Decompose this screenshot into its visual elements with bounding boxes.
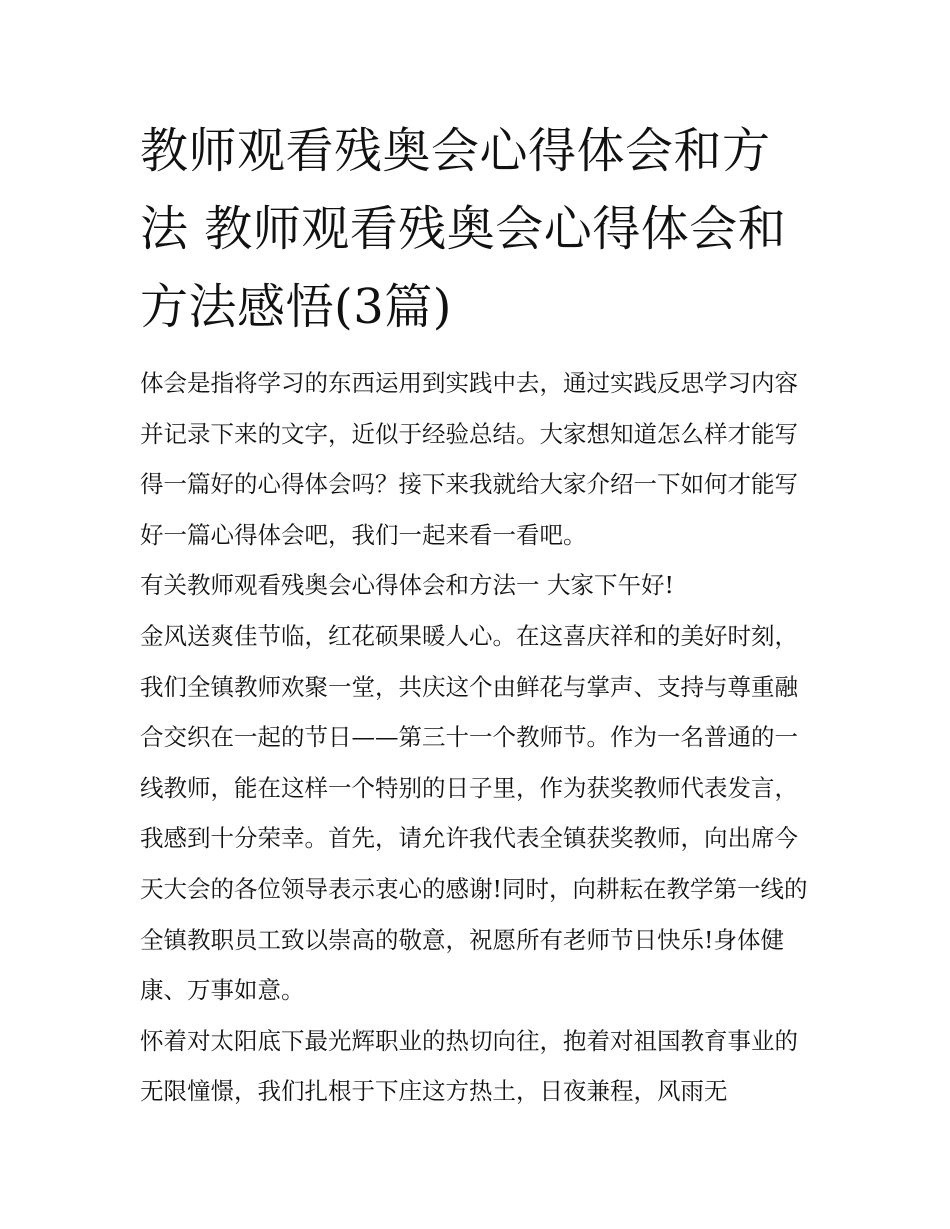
document-page xyxy=(140,112,812,1117)
document-title: 教师观看残奥会心得体会和方法 教师观看残奥会心得体会和方法感悟(3篇) xyxy=(140,123,787,335)
paragraph-greeting: 金风送爽佳节临，红花硕果暖人心。在这喜庆祥和的美好时刻，我们全镇教师欢聚一堂，共庆这个由鲜花与掌声、支持与尊重融合交织在一起的节日——第三十一个教师节。作为一名普通的一线教师，能在这样一个特别的日子里，作为获奖教师代表发言，我感到十分荣幸。首先，请允许我代表全镇获奖教师，向出席今天大会的各位领导表示衷心的感谢!同时，向耕耘在教学第一线的全镇教职员工致以崇高的敬意，祝愿所有老师节日快乐!身体健康、万事如意。 xyxy=(140,621,808,1005)
paragraph-intro: 体会是指将学习的东西运用到实践中去，通过实践反思学习内容并记录下来的文字，近似于经验总结。大家想知道怎么样才能写得一篇好的心得体会吗？接下来我就给大家介绍一下如何才能写好一篇心得体会吧，我们一起来看一看吧。 xyxy=(140,369,798,549)
paragraph-aspiration: 怀着对太阳底下最光辉职业的热切向往，抱着对祖国教育事业的无限憧憬，我们扎根于下庄这方热土，日夜兼程，风雨无 xyxy=(140,1026,798,1106)
document-body xyxy=(140,358,812,1117)
paragraph-section-heading: 有关教师观看残奥会心得体会和方法一 大家下午好! xyxy=(140,571,674,600)
